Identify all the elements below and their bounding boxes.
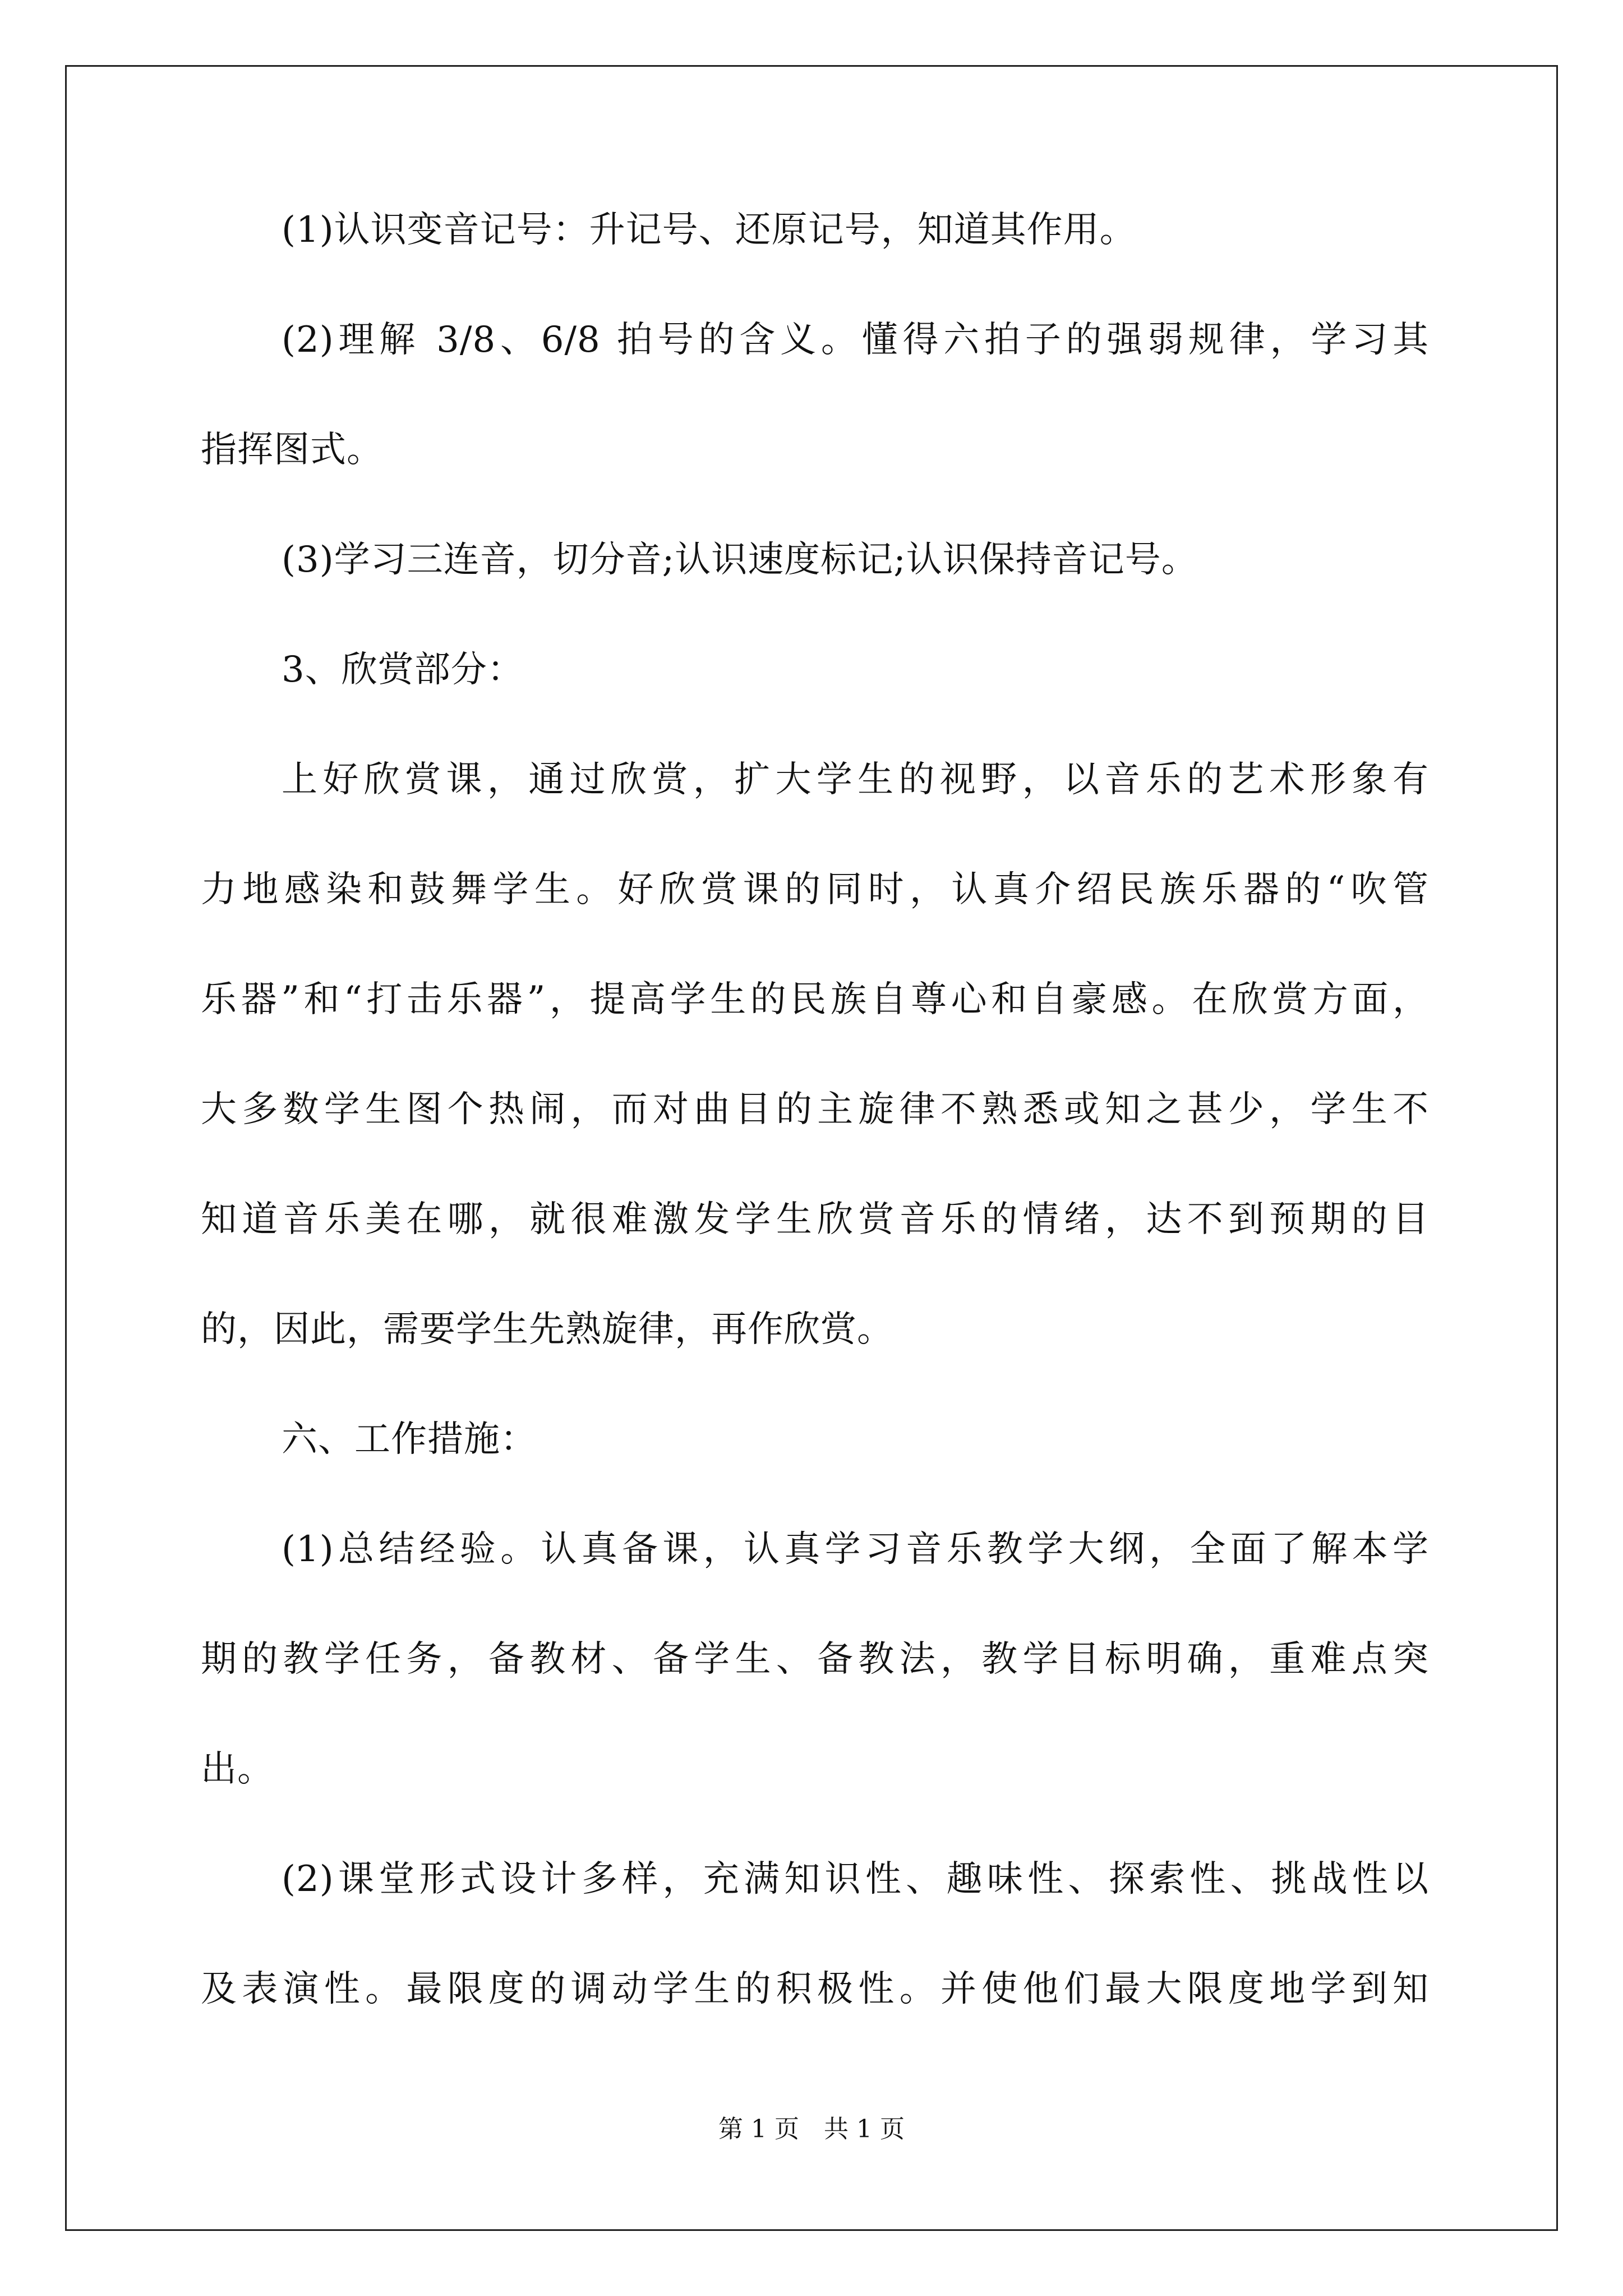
text-line: 出。 [201, 1749, 274, 1790]
text-line: 指挥图式。 [201, 429, 383, 471]
text-line: 上好欣赏课，通过欣赏，扩大学生的视野，以音乐的艺术形象有 [282, 759, 1429, 800]
text-line: (3)学习三连音，切分音;认识速度标记;认识保持音记号。 [282, 539, 1198, 581]
text-line: 知道音乐美在哪，就很难激发学生欣赏音乐的情绪，达不到预期的目 [201, 1199, 1429, 1240]
document-body [201, 208, 1429, 2077]
text-line: 乐器”和“打击乐器”，提高学生的民族自尊心和自豪感。在欣赏方面， [201, 979, 1429, 1020]
text-line: 期的教学任务，备教材、备学生、备教法，教学目标明确，重难点突 [201, 1639, 1429, 1680]
section-heading: 六、工作措施： [282, 1419, 537, 1460]
text-line: (1)认识变音记号：升记号、还原记号，知道其作用。 [282, 209, 1136, 251]
text-line: 的，因此，需要学生先熟旋律，再作欣赏。 [201, 1309, 893, 1350]
text-line: 大多数学生图个热闹，而对曲目的主旋律不熟悉或知之甚少，学生不 [201, 1089, 1429, 1130]
page-footer: 第 1 页 共 1 页 [718, 2115, 905, 2143]
text-line: (2)课堂形式设计多样，充满知识性、趣味性、探索性、挑战性以 [282, 1858, 1429, 1900]
section-heading: 3、欣赏部分： [282, 649, 524, 691]
text-line: (1)总结经验。认真备课，认真学习音乐教学大纲，全面了解本学 [282, 1529, 1429, 1570]
text-line: (2)理解 3/8、6/8 拍号的含义。懂得六拍子的强弱规律，学习其 [282, 319, 1429, 361]
text-line: 及表演性。最限度的调动学生的积极性。并使他们最大限度地学到知 [201, 1968, 1429, 2010]
text-line: 力地感染和鼓舞学生。好欣赏课的同时，认真介绍民族乐器的“吹管 [201, 869, 1429, 910]
